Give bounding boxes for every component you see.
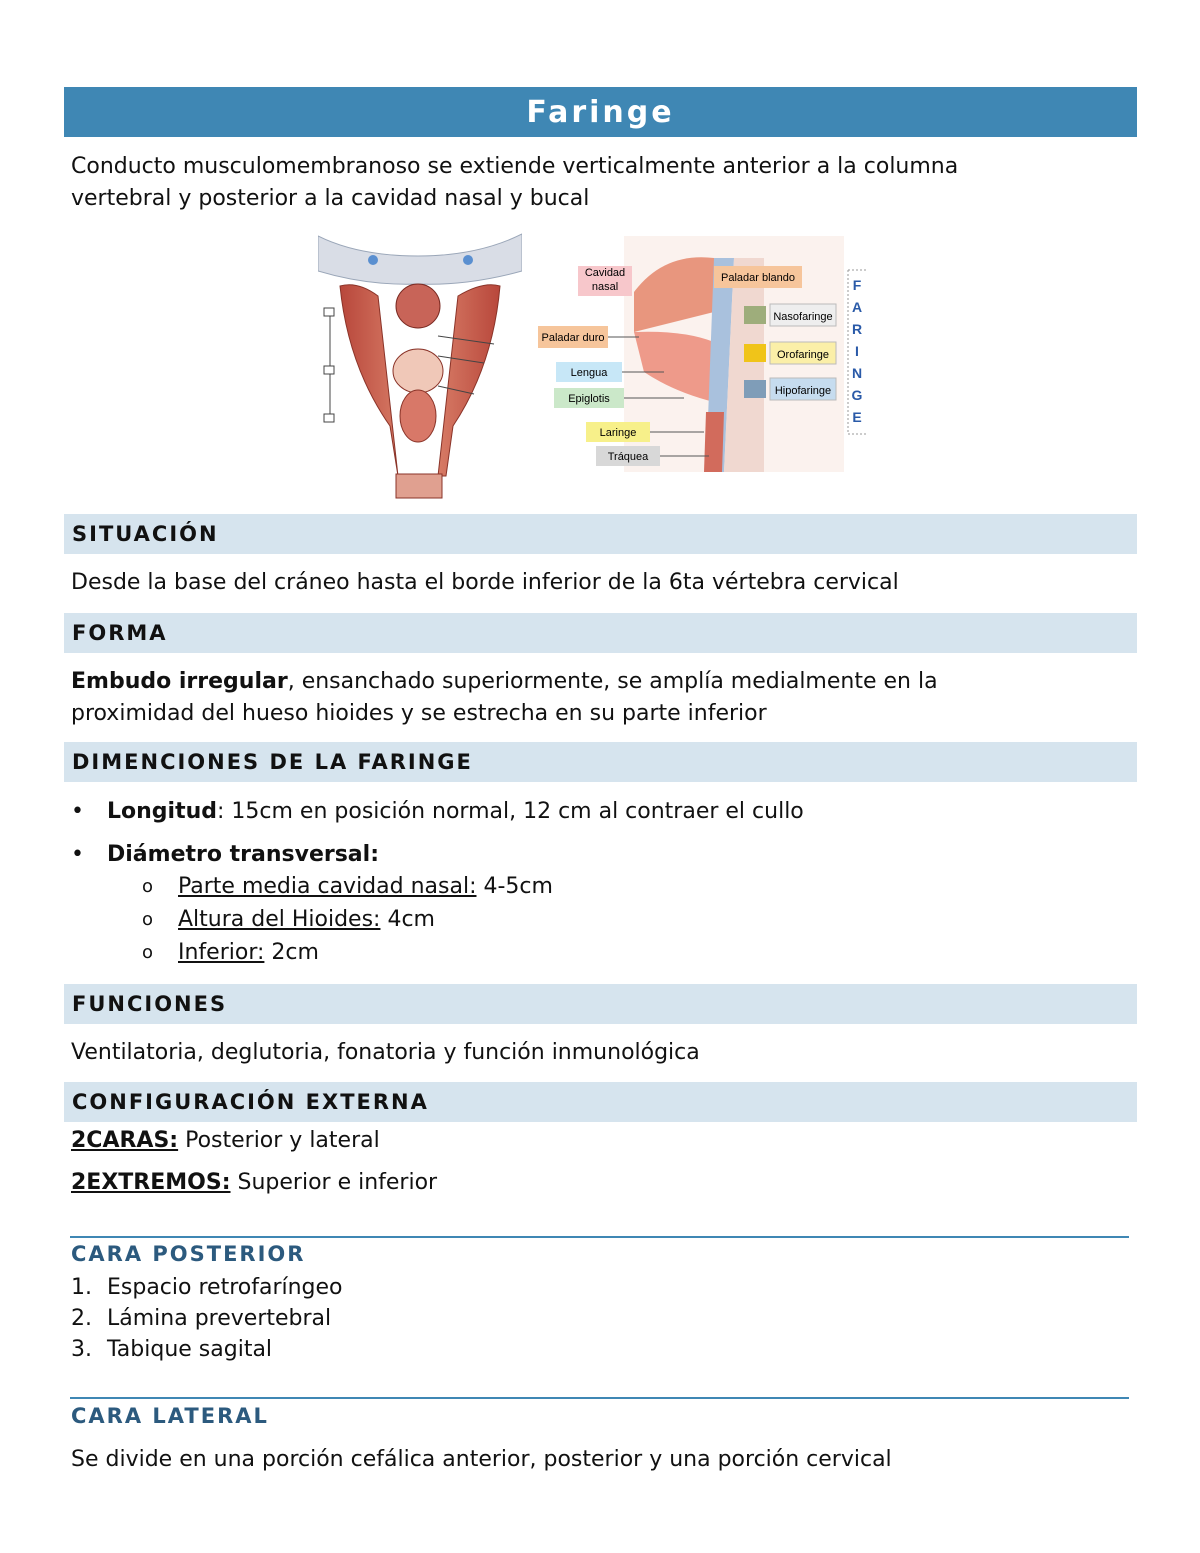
intro-line-1: Conducto musculomembranoso se extiende verticalmente anterior a la columna (71, 154, 959, 179)
section-header-funciones (64, 984, 1137, 1024)
list-item-text: Tabique sagital (107, 1337, 273, 1362)
sub-item-1-value: 4-5cm (476, 874, 553, 899)
extremos-line (71, 1167, 1131, 1199)
sub-item-2 (142, 904, 842, 936)
label-lengua: Lengua (570, 367, 608, 379)
label-nasofaringe: Nasofaringe (773, 311, 833, 323)
funciones-heading: FUNCIONES (72, 992, 228, 1016)
longitud-text: : 15cm en posición normal, 12 cm al contraer el cullo (217, 799, 804, 824)
configuracion-heading: CONFIGURACIÓN EXTERNA (72, 1090, 429, 1114)
diametro-label: Diámetro transversal: (107, 842, 379, 867)
label-hipofaringe: Hipofaringe (774, 385, 832, 397)
forma-line-1: , ensanchado superiormente, se amplía medialmente en la (287, 669, 938, 694)
divider (70, 1397, 1129, 1399)
cara-lateral-text: Se divide en una porción cefálica anterior, posterior y una porción cervical (71, 1447, 892, 1472)
list-item (71, 1303, 771, 1335)
list-item (71, 1334, 771, 1366)
section-header-dimensiones (64, 742, 1137, 782)
vertical-letter: N (851, 365, 863, 381)
section-header-forma (64, 613, 1137, 653)
sub-bullet: o (142, 942, 154, 963)
list-item-text: Lámina prevertebral (107, 1306, 332, 1331)
label-nasal: nasal (591, 281, 619, 293)
label-epiglotis: Epiglotis (568, 393, 610, 405)
extremos-text: Superior e inferior (230, 1170, 438, 1195)
bullet-diametro (71, 839, 971, 871)
caras-label: 2CARAS: (71, 1128, 179, 1153)
pharynx-sagittal-diagram (534, 232, 874, 477)
swatch-hipofaringe (744, 380, 766, 398)
cara-posterior-heading: CARA POSTERIOR (71, 1242, 306, 1266)
vertical-letter: G (851, 387, 863, 403)
sub-item-3-label: Inferior: (178, 940, 265, 965)
label-paladar-blando: Paladar blando (720, 272, 796, 284)
vertical-letter: R (851, 321, 863, 337)
sub-bullet: o (142, 876, 154, 897)
funciones-text: Ventilatoria, deglutoria, fonatoria y función inmunológica (71, 1040, 700, 1065)
vertical-faringe-word (852, 277, 863, 425)
list-item (71, 1272, 771, 1304)
list-number: 1. (71, 1275, 92, 1300)
intro-paragraph (71, 151, 1131, 215)
dimensiones-heading: DIMENCIONES DE LA FARINGE (72, 750, 473, 774)
skull-base (318, 234, 522, 284)
bullet-dot: • (71, 799, 84, 824)
list-item-text: Espacio retrofaríngeo (107, 1275, 343, 1300)
section-header-situacion (64, 514, 1137, 554)
label-laringe: Laringe (599, 427, 637, 439)
page-title (64, 87, 1137, 137)
longitud-label: Longitud (107, 799, 218, 824)
pharynx-posterior-illustration (318, 226, 522, 502)
forma-heading: FORMA (72, 621, 168, 645)
intro-line-2: vertebral y posterior a la cavidad nasal y bucal (71, 186, 590, 211)
vertical-letter: F (852, 277, 862, 293)
sub-item-1 (142, 871, 842, 903)
bullet-longitud (71, 796, 971, 828)
section-header-configuracion (64, 1082, 1137, 1122)
vertical-letter: A (851, 299, 863, 315)
label-orofaringe: Orofaringe (777, 349, 829, 361)
swatch-orofaringe (744, 344, 766, 362)
title-text: Faringe (526, 94, 675, 130)
vertical-letter: I (855, 343, 859, 359)
sub-item-2-value: 4cm (380, 907, 435, 932)
vertical-letter: E (852, 409, 862, 425)
divider (70, 1236, 1129, 1238)
forma-paragraph (71, 666, 1131, 730)
situacion-heading: SITUACIÓN (72, 522, 219, 546)
forma-line-2: proximidad del hueso hioides y se estrecha en su parte inferior (71, 701, 767, 726)
label-cavidad: Cavidad (584, 267, 626, 279)
caras-text: Posterior y lateral (178, 1128, 380, 1153)
caras-line (71, 1125, 1131, 1157)
bullet-dot: • (71, 842, 84, 867)
sub-bullet: o (142, 909, 154, 930)
swatch-nasofaringe (744, 306, 766, 324)
sub-item-1-label: Parte media cavidad nasal: (178, 874, 477, 899)
list-number: 3. (71, 1337, 92, 1362)
cara-lateral-heading: CARA LATERAL (71, 1404, 269, 1428)
forma-bold: Embudo irregular (71, 669, 288, 694)
label-traquea: Tráquea (607, 451, 649, 463)
situacion-text: Desde la base del cráneo hasta el borde inferior de la 6ta vértebra cervical (71, 570, 899, 595)
sub-item-3 (142, 937, 842, 969)
sub-item-2-label: Altura del Hioides: (178, 907, 381, 932)
sub-item-3-value: 2cm (264, 940, 319, 965)
label-paladar-duro: Paladar duro (541, 332, 605, 344)
extremos-label: 2EXTREMOS: (71, 1170, 231, 1195)
list-number: 2. (71, 1306, 92, 1331)
